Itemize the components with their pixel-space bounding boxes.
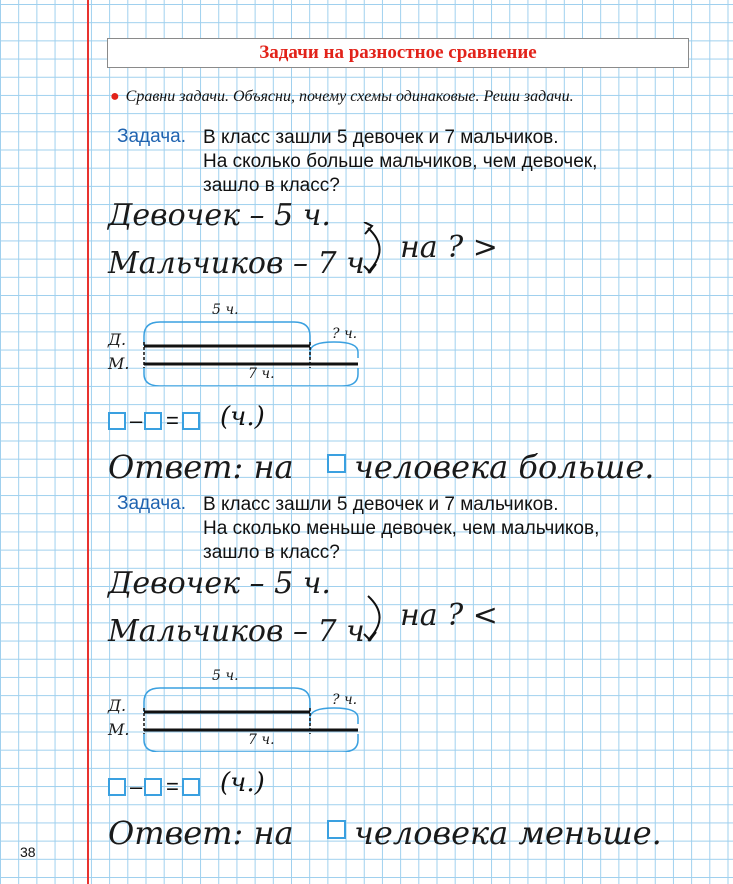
task-2-compare-arrow xyxy=(362,590,402,650)
task-2-row-m-label: М. xyxy=(108,720,130,739)
task-1-minuend-box[interactable] xyxy=(108,412,126,430)
task-2-text: В класс зашли 5 девочек и 7 мальчиков. На сколько меньше девочек, чем мальчиков, зашло в класс? xyxy=(203,494,600,563)
task-1-boys-note: Мальчиков – 7 ч. xyxy=(108,246,375,281)
task-1-subtrahend-box[interactable] xyxy=(144,412,162,430)
task-1-result-box[interactable] xyxy=(182,412,200,430)
task-1-girls-length-label: 5 ч. xyxy=(212,302,239,318)
notebook-margin-line xyxy=(87,0,89,884)
task-1-row-m-label: М. xyxy=(108,354,130,373)
task-2-question-note: на ? < xyxy=(400,598,498,633)
task-2-answer-box[interactable] xyxy=(327,820,346,839)
task-1-unit: (ч.) xyxy=(220,402,265,432)
task-2-girls-note: Девочек – 5 ч. xyxy=(108,566,331,601)
instruction xyxy=(110,88,710,106)
task-2-difference-label: ? ч. xyxy=(332,692,358,708)
task-1-label: Задача. xyxy=(117,126,187,147)
task-1-answer-start: Ответ: на xyxy=(108,448,294,486)
task-2-result-box[interactable] xyxy=(182,778,200,796)
task-1-answer-end: человека больше. xyxy=(354,448,655,486)
task-1-row-d-label: Д. xyxy=(108,330,127,349)
task-2-segments xyxy=(108,672,398,752)
task-2-minuend-box[interactable] xyxy=(108,778,126,796)
task-1-girls-note: Девочек – 5 ч. xyxy=(108,198,331,233)
task-2-scheme xyxy=(108,668,398,752)
task-1-difference-label: ? ч. xyxy=(332,326,358,342)
task-1-minus-sign: – xyxy=(130,408,143,433)
task-2-answer-end: человека меньше. xyxy=(354,814,662,852)
task-1-compare-arrow xyxy=(362,222,402,282)
task-2-unit: (ч.) xyxy=(220,768,265,798)
task-1-scheme xyxy=(108,302,398,386)
task-1-segments xyxy=(108,306,398,386)
page-title: Задачи на разностное сравнение xyxy=(107,38,689,68)
task-2-answer-start: Ответ: на xyxy=(108,814,294,852)
task-2-minus-sign: – xyxy=(130,774,143,799)
page-number: 38 xyxy=(20,844,36,860)
task-2-row-d-label: Д. xyxy=(108,696,127,715)
task-1-text: В класс зашли 5 девочек и 7 мальчиков. На сколько больше мальчиков, чем девочек, зашло в класс? xyxy=(203,127,598,196)
task-1-boys-length-label: 7 ч. xyxy=(248,366,275,382)
task-2-boys-note: Мальчиков – 7 ч. xyxy=(108,614,375,649)
task-2-label: Задача. xyxy=(117,493,187,514)
task-1-equals-sign: = xyxy=(166,408,179,433)
task-1-answer-box[interactable] xyxy=(327,454,346,473)
instruction-text: Сравни задачи. Объясни, почему схемы одинаковые. Реши задачи. xyxy=(125,88,574,105)
task-2-subtrahend-box[interactable] xyxy=(144,778,162,796)
task-1-question-note: на ? > xyxy=(400,230,498,265)
task-2-equals-sign: = xyxy=(166,774,179,799)
task-2-girls-length-label: 5 ч. xyxy=(212,668,239,684)
task-2-boys-length-label: 7 ч. xyxy=(248,732,275,748)
bullet-icon: ● xyxy=(110,88,120,105)
